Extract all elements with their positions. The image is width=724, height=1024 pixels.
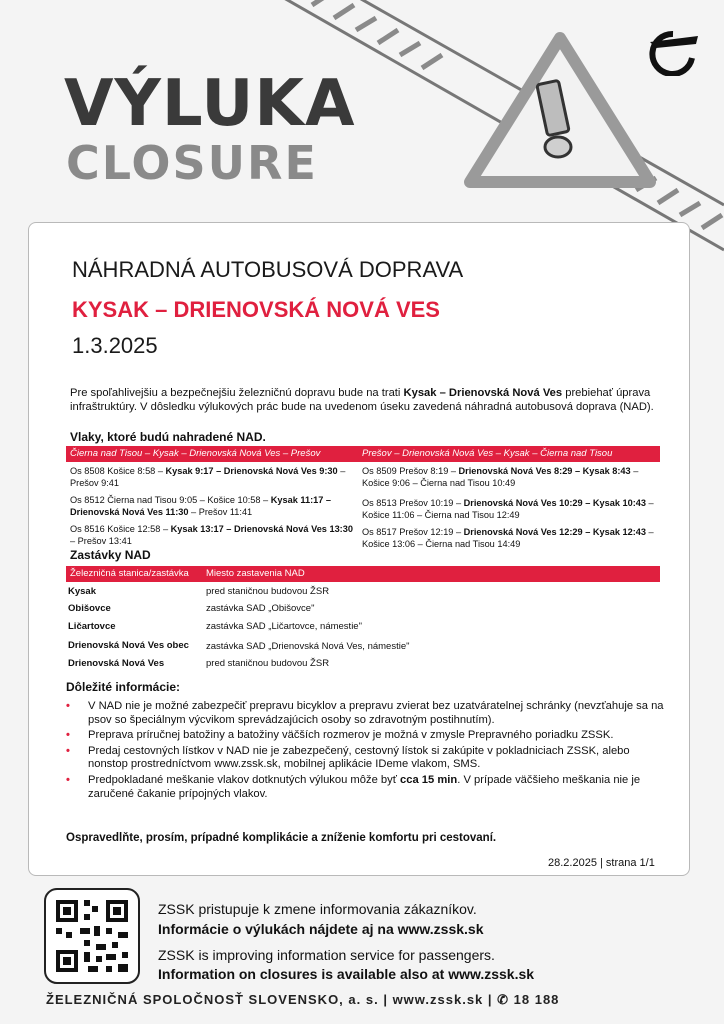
direction-left: Čierna nad Tisou – Kysak – Drienovská Nová Ves – Prešov [70, 448, 321, 459]
closure-date: 1.3.2025 [72, 333, 158, 358]
stop-place: zastávka SAD „Obišovce" [206, 603, 315, 614]
train-row: Os 8508 Košice 8:58 – Kysak 9:17 – Drienovská Nová Ves 9:30 – Prešov 9:41 [70, 466, 346, 488]
company-footer: ŽELEZNIČNÁ SPOLOČNOSŤ SLOVENSKO, a. s. | www.zssk.sk | ✆ 18 188 [46, 992, 560, 1007]
intro-paragraph: Pre spoľahlivejšiu a bezpečnejšiu železničnú dopravu bude na trati Kysak – Drienovská Nová Ves prebiehať úprava infraštruktúry. V dôsledku výlukových prác bude na uvedenom úseku zavedená náhradná autobusová doprava (NAD). [70, 387, 654, 413]
train-row: Os 8512 Čierna nad Tisou 9:05 – Košice 10:58 – Kysak 11:17 – Drienovská Nová Ves 11:30 – Prešov 11:41 [70, 495, 332, 517]
list-item: • V NAD nie je možné zabezpečiť prepravu bicyklov a prepravu zvierat bez uzatváratelnej schránky (nevzťahuje sa na psov so špeciálnym výcvikom sprevádzajúcich osoby so zdravotným postihnutím). [66, 700, 664, 726]
stop-place: pred staničnou budovou ŽSR [206, 658, 330, 669]
trains-heading: Vlaky, ktoré budú nahradené NAD. [70, 430, 266, 444]
stop-place: zastávka SAD „Ličartovce, námestie" [206, 621, 362, 632]
list-item: • Predaj cestovných lístkov v NAD nie je zabezpečený, cestovný lístok si zakúpite v pokladniciach ZSSK, alebo nonstop prostredníctvom www.zssk.sk, mobilnej aplikácie IDeme vlakom, SMS. [66, 744, 630, 771]
train-row: Os 8516 Košice 12:58 – Kysak 13:17 – Drienovská Nová Ves 13:30 – Prešov 13:41 [70, 524, 353, 546]
qr-code-icon [44, 888, 140, 984]
list-item: • Preprava príručnej batožiny a batožiny väčších rozmerov je možná v zmysle Prepravného poriadku ZSSK. [66, 729, 614, 742]
stops-col-station: Železničná stanica/zastávka [70, 568, 189, 579]
stop-place: zastávka SAD „Drienovská Nová Ves, námestie" [206, 641, 410, 652]
stops-heading: Zastávky NAD [70, 548, 151, 562]
page-info: 28.2.2025 | strana 1/1 [548, 857, 655, 869]
direction-right: Prešov – Drienovská Nová Ves – Kysak – Čierna nad Tisou [362, 448, 613, 459]
stop-name: Ličartovce [68, 621, 116, 632]
closure-title-sk: VÝLUKA [64, 67, 356, 141]
zssk-logo-icon [646, 28, 700, 76]
footer-sk-line1: ZSSK pristupuje k zmene informovania zákazníkov. [158, 901, 477, 917]
train-row: Os 8509 Prešov 8:19 – Drienovská Nová Ves 8:29 – Kysak 8:43 – Košice 9:06 – Čierna nad Tisou 10:49 [362, 466, 639, 488]
train-row: Os 8513 Prešov 10:19 – Drienovská Nová Ves 10:29 – Kysak 10:43 – Košice 11:06 – Čierna nad Tisou 12:49 [362, 498, 654, 520]
list-item: • Predpokladané meškanie vlakov dotknutých výlukou môže byť cca 15 min. V prípade väčšieho meškania nie je zaručené čakanie prípojných vlakov. [66, 773, 641, 800]
info-heading: Dôležité informácie: [66, 680, 181, 694]
stop-name: Kysak [68, 586, 96, 597]
stop-name: Drienovská Nová Ves [68, 658, 165, 669]
stop-name: Obišovce [68, 603, 111, 614]
route-title: KYSAK – DRIENOVSKÁ NOVÁ VES [72, 297, 440, 322]
section-title: NÁHRADNÁ AUTOBUSOVÁ DOPRAVA [72, 257, 464, 282]
warning-sign-icon [462, 30, 658, 190]
info-list [60, 700, 670, 803]
stops-table-header [66, 566, 660, 582]
footer-en-line1: ZSSK is improving information service for passengers. [158, 947, 495, 963]
stop-place: pred staničnou budovou ŽSR [206, 586, 330, 597]
closure-title-en: CLOSURE [66, 136, 318, 190]
direction-header [66, 446, 660, 462]
footer-sk-line2: Informácie o výlukách nájdete aj na www.zssk.sk [158, 921, 484, 937]
stop-name: Drienovská Nová Ves obec [68, 640, 189, 651]
footer-en-line2: Information on closures is available also at www.zssk.sk [158, 966, 535, 982]
apology-text: Ospravedlňte, prosím, prípadné komplikácie a zníženie komfortu pri cestovaní. [66, 832, 497, 844]
train-row: Os 8517 Prešov 12:19 – Drienovská Nová Ves 12:29 – Kysak 12:43 – Košice 13:06 – Čierna nad Tisou 14:49 [362, 527, 654, 549]
stops-col-place: Miesto zastavenia NAD [206, 568, 305, 579]
